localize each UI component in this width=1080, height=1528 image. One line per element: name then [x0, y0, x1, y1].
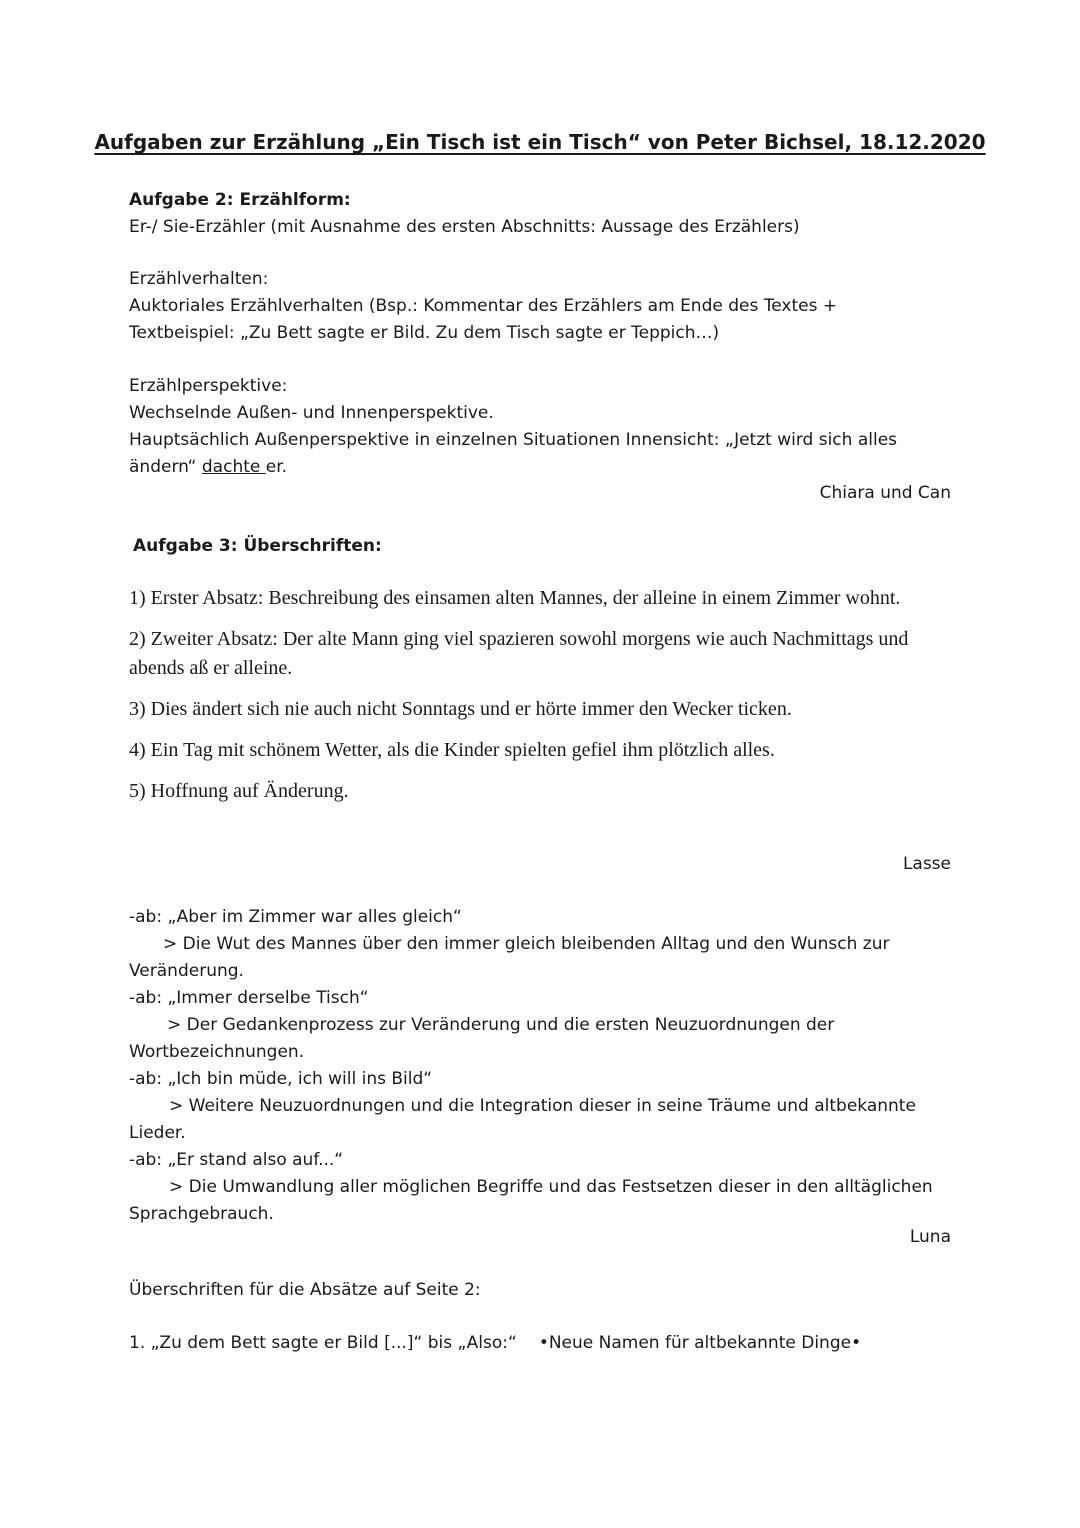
luna-line: > Der Gedankenprozess zur Veränderung und die ersten Neuzuordnungen der [167, 1015, 835, 1035]
luna-line: > Die Umwandlung aller möglichen Begriffe und das Festsetzen dieser in den alltäglichen [169, 1177, 933, 1197]
list-item: 5) Hoffnung auf Änderung. [129, 780, 349, 802]
erzaehlperspektive-line1: Wechselnde Außen- und Innenperspektive. [129, 403, 494, 423]
document-title: Aufgaben zur Erzählung „Ein Tisch ist ein Tisch“ von Peter Bichsel, 18.12.2020 [94, 130, 986, 154]
luna-line: > Die Wut des Mannes über den immer gleich bleibenden Alltag und den Wunsch zur [163, 934, 890, 954]
luna-line: Wortbezeichnungen. [129, 1042, 305, 1062]
aufgabe2-section [129, 187, 951, 241]
seite2-heading: Überschriften für die Absätze auf Seite 2: [129, 1280, 481, 1300]
aufgabe3-heading: Aufgabe 3: Überschriften: [133, 536, 382, 556]
luna-line: -ab: „Ich bin müde, ich will ins Bild“ [129, 1069, 433, 1089]
erzaehlverhalten-label: Erzählverhalten: [129, 269, 269, 289]
aufgabe3-list [129, 584, 944, 806]
erzaehlverhalten-line2: Textbeispiel: „Zu Bett sagte er Bild. Zu dem Tisch sagte er Teppich…) [129, 323, 720, 343]
erzaehlperspektive-label: Erzählperspektive: [129, 376, 288, 396]
erzaehlform-text: Er-/ Sie-Erzähler (mit Ausnahme des ersten Abschnitts: Aussage des Erzählers) [129, 217, 800, 237]
aufgabe2-heading: Aufgabe 2: Erzählform: [129, 190, 351, 210]
erzaehlperspektive-section [129, 373, 951, 481]
line3-part-c: er. [265, 457, 288, 477]
seite2-item-title: •Neue Namen für altbekannte Dinge• [538, 1333, 862, 1353]
list-item: 3) Dies ändert sich nie auch nicht Sonntags und er hörte immer den Wecker ticken. [129, 698, 792, 720]
luna-line: -ab: „Immer derselbe Tisch“ [129, 988, 369, 1008]
underlined-word: dachte [201, 457, 266, 477]
luna-line: Sprachgebrauch. [129, 1204, 274, 1224]
erzaehlverhalten-section [129, 266, 951, 347]
luna-line: -ab: „Aber im Zimmer war alles gleich“ [129, 907, 462, 927]
author-lasse: Lasse [902, 854, 951, 874]
seite2-item-1 [129, 1330, 951, 1357]
list-item: 4) Ein Tag mit schönem Wetter, als die Kinder spielten gefiel ihm plötzlich alles. [129, 739, 775, 761]
luna-line: -ab: „Er stand also auf...“ [129, 1150, 344, 1170]
erzaehlverhalten-line1: Auktoriales Erzählverhalten (Bsp.: Kommentar des Erzählers am Ende des Textes + [129, 296, 838, 316]
erzaehlperspektive-line2: Hauptsächlich Außenperspektive in einzelnen Situationen Innensicht: „Jetzt wird sich alles [129, 430, 898, 450]
luna-line: Veränderung. [129, 961, 244, 981]
luna-section [129, 904, 959, 1228]
list-item: 2) Zweiter Absatz: Der alte Mann ging viel spazieren sowohl morgens wie auch Nachmittags und abends aß er alleine. [129, 628, 909, 679]
line3-part-a: ändern“ [129, 457, 202, 477]
author-chiara-can: Chiara und Can [819, 483, 951, 503]
author-luna: Luna [909, 1227, 951, 1247]
list-item: 1) Erster Absatz: Beschreibung des einsamen alten Mannes, der alleine in einem Zimmer wohnt. [129, 587, 901, 609]
luna-line: > Weitere Neuzuordnungen und die Integration dieser in seine Träume und altbekannte [169, 1096, 916, 1116]
erzaehlperspektive-line3 [129, 454, 951, 481]
seite2-item-ref: 1. „Zu dem Bett sagte er Bild [...]“ bis „Also:“ [129, 1333, 517, 1353]
luna-line: Lieder. [129, 1123, 186, 1143]
